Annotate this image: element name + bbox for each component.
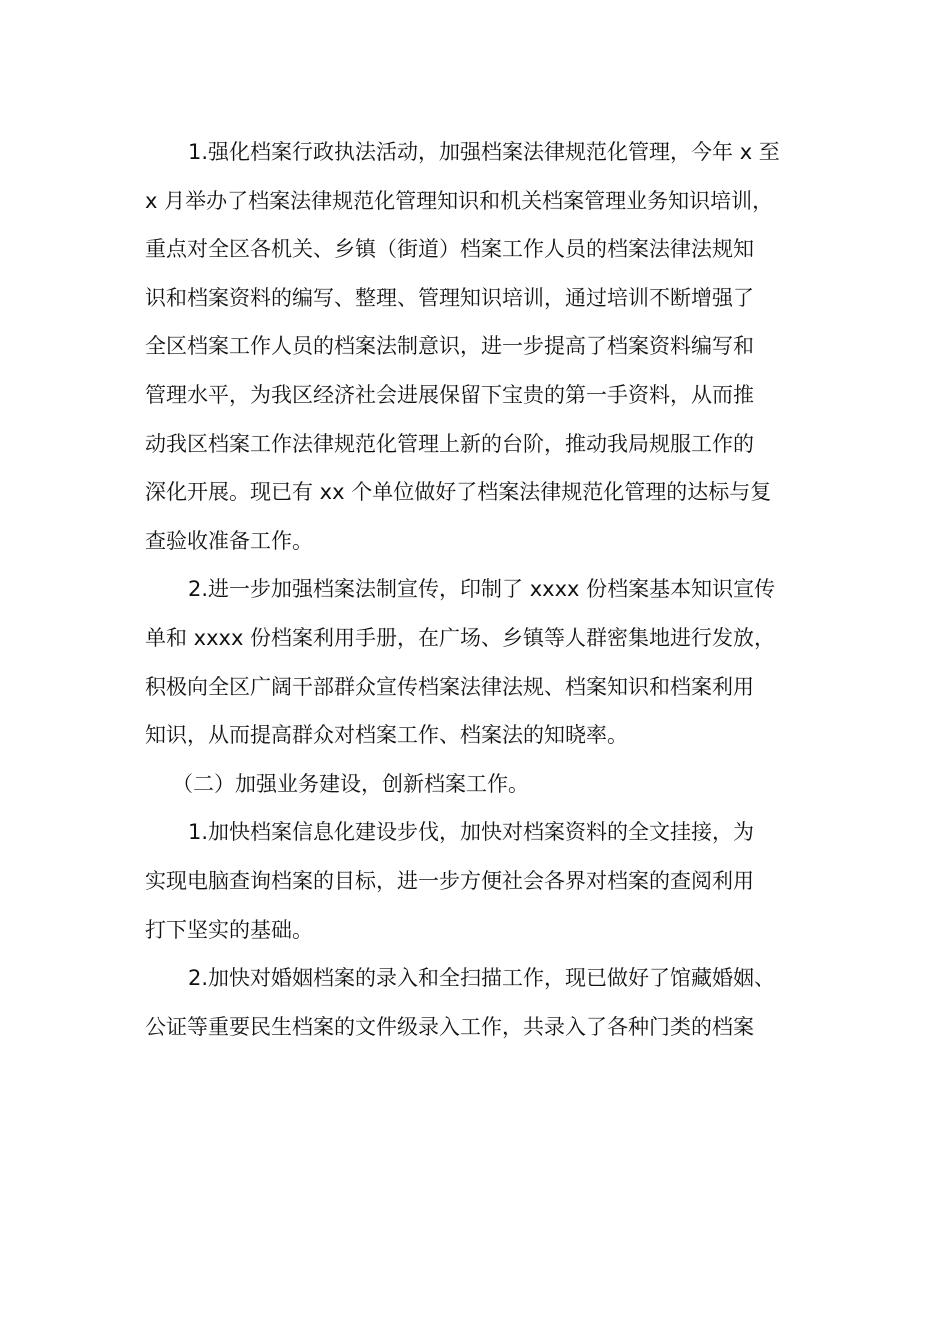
paragraph-1-line-3: 重点对全区各机关、乡镇（街道）档案工作人员的档案法律法规知 xyxy=(145,237,754,262)
paragraph-1-line-2: x 月举办了档案法律规范化管理知识和机关档案管理业务知识培训， xyxy=(145,188,774,213)
paragraph-1-line-4: 识和档案资料的编写、整理、管理知识培训，通过培训不断增强了 xyxy=(145,285,754,310)
document-body xyxy=(145,128,810,1051)
paragraph-2-line-3: 积极向全区广阔干部群众宣传档案法律法规、档案知识和档案利用 xyxy=(145,674,754,699)
paragraph-4-line-2: 公证等重要民生档案的文件级录入工作，共录入了各种门类的档案 xyxy=(145,1014,754,1039)
paragraph-1-line-5: 全区档案工作人员的档案法制意识，进一步提高了档案资料编写和 xyxy=(145,334,754,359)
paragraph-2-line-1: 2.进一步加强档案法制宣传，印制了 xxxx 份档案基本知识宣传 xyxy=(188,577,776,602)
section-heading: （二）加强业务建设，创新档案工作。 xyxy=(172,771,529,796)
paragraph-1-line-1: 1.强化档案行政执法活动，加强档案法律规范化管理，今年 x 至 xyxy=(188,140,780,164)
paragraph-2-line-2: 单和 xxxx 份档案利用手册，在广场、乡镇等人群密集地进行发放， xyxy=(145,625,776,650)
paragraph-1-line-6: 管理水平，为我区经济社会进展保留下宝贵的第一手资料，从而推 xyxy=(145,382,754,407)
paragraph-3-line-3: 打下坚实的基础。 xyxy=(145,917,313,942)
paragraph-3-line-2: 实现电脑查询档案的目标，进一步方便社会各界对档案的查阅利用 xyxy=(145,868,754,893)
paragraph-3-line-1: 1.加快档案信息化建设步伐，加快对档案资料的全文挂接，为 xyxy=(188,820,755,845)
paragraph-1-line-8: 深化开展。现已有 xx 个单位做好了档案法律规范化管理的达标与复 xyxy=(145,480,772,505)
paragraph-4-line-1: 2.加快对婚姻档案的录入和全扫描工作，现已做好了馆藏婚姻、 xyxy=(188,966,776,991)
paragraph-2-line-4: 知识，从而提高群众对档案工作、档案法的知晓率。 xyxy=(145,723,628,748)
paragraph-1-line-7: 动我区档案工作法律规范化管理上新的台阶，推动我局规服工作的 xyxy=(145,431,754,456)
paragraph-1-line-9: 查验收准备工作。 xyxy=(145,528,313,553)
